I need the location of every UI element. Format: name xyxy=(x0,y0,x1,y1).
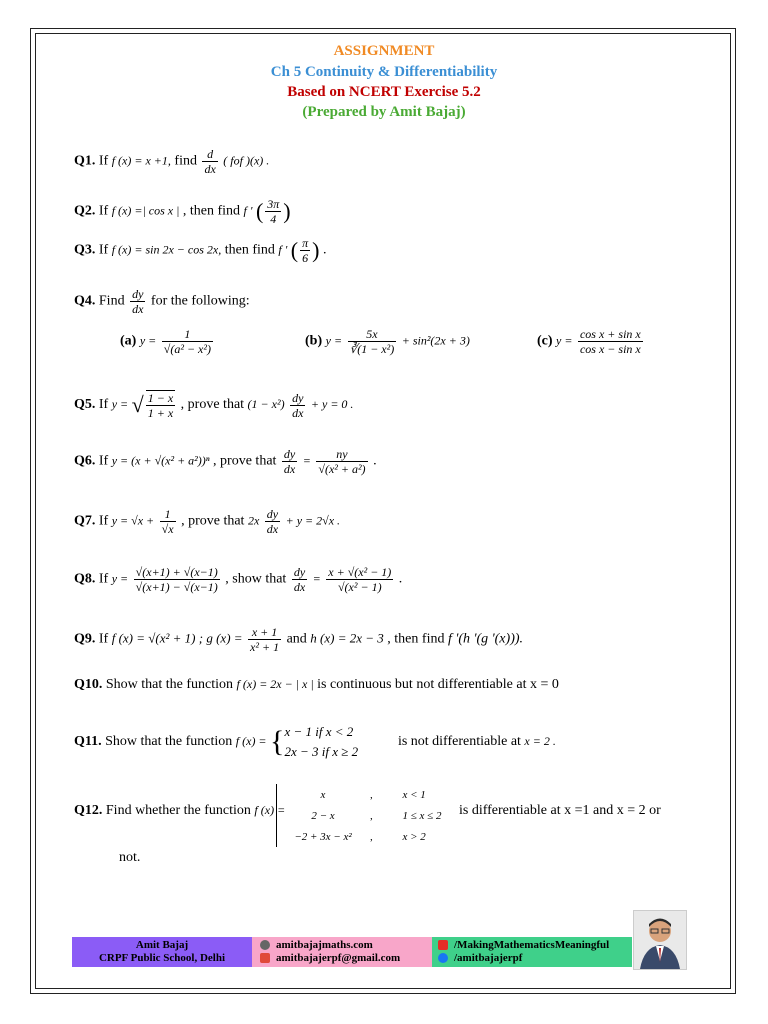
fraction xyxy=(162,327,213,356)
denominator: dx xyxy=(266,522,279,536)
math-expr: (1 − x²) xyxy=(247,397,285,412)
footer-author xyxy=(72,937,252,967)
math-expr: + y = 0 . xyxy=(310,397,354,412)
denominator: ∛(1 − x²) xyxy=(349,342,395,356)
question-4c xyxy=(537,327,645,356)
numerator: 1 − x xyxy=(147,391,174,405)
math-expr: y = (x + √(x² + a²))ⁿ xyxy=(111,453,210,468)
question-label: Q11. xyxy=(74,734,102,750)
math-expr: ( fof )(x) . xyxy=(223,153,270,168)
numerator: d xyxy=(202,147,217,162)
part-label: (c) xyxy=(537,333,553,349)
fraction xyxy=(292,565,307,594)
question-text: If xyxy=(98,153,109,169)
denominator: 1 + x xyxy=(147,406,174,420)
footer-social xyxy=(432,937,632,967)
fraction xyxy=(316,447,367,476)
question-text: If xyxy=(98,513,109,529)
question-label: Q8. xyxy=(74,571,96,587)
question-text: and xyxy=(286,631,307,647)
question-text: , then find xyxy=(182,203,241,219)
math-expr: + y = 2√x . xyxy=(285,513,341,528)
fraction xyxy=(160,507,176,536)
question-label: Q1. xyxy=(74,153,96,169)
numerator: dy xyxy=(283,447,296,461)
math-expr: f '(h '(g '(x))). xyxy=(447,631,524,647)
math-expr: f ' xyxy=(243,203,253,218)
author-school: CRPF Public School, Delhi xyxy=(98,952,226,964)
question-text: , prove that xyxy=(181,513,245,529)
website-link[interactable]: amitbajajmaths.com xyxy=(276,939,373,951)
math-expr: . xyxy=(373,453,377,469)
fraction xyxy=(202,147,217,176)
question-text: is differentiable at x =1 and x = 2 or xyxy=(459,803,661,818)
paren-close: ) xyxy=(283,198,291,224)
question-label: Q9. xyxy=(74,631,96,647)
question-text: , then find xyxy=(387,631,445,647)
math-expr: y = xyxy=(111,397,129,412)
denominator: dx xyxy=(293,580,306,594)
numerator: 1 xyxy=(160,507,176,522)
numerator: 1 xyxy=(162,327,213,342)
fraction xyxy=(282,447,297,476)
fraction xyxy=(134,565,220,594)
math-expr: f (x) =| cos x | xyxy=(111,203,180,218)
question-7 xyxy=(74,507,340,536)
question-12 xyxy=(74,803,285,819)
denominator: dx xyxy=(292,405,304,420)
numerator: ny xyxy=(316,447,367,462)
question-text: is not differentiable at xyxy=(397,734,521,750)
numerator: dy xyxy=(292,390,304,405)
question-text: If xyxy=(98,397,109,413)
math-expr: f (x) = sin 2x − cos 2x, xyxy=(111,242,222,257)
piecewise xyxy=(284,722,394,762)
question-label: Q4. xyxy=(74,293,96,309)
denominator: cos x − sin x xyxy=(579,342,641,356)
numerator: x + 1 xyxy=(248,625,281,640)
footer-contact xyxy=(252,937,432,967)
question-text: find xyxy=(174,153,197,169)
math-expr: = xyxy=(302,453,311,468)
question-text: , prove that xyxy=(213,453,277,469)
paren-close: ) xyxy=(312,237,320,263)
question-10 xyxy=(74,677,559,693)
question-2 xyxy=(74,197,291,226)
email-icon xyxy=(260,953,270,963)
question-label: Q3. xyxy=(74,242,96,258)
piece-cond: 1 ≤ x ≤ 2 xyxy=(402,809,442,822)
part-label: (a) xyxy=(120,333,137,349)
numerator: dy xyxy=(293,565,306,579)
question-label: Q7. xyxy=(74,513,96,529)
question-text: Show that the function xyxy=(105,677,234,692)
youtube-link[interactable]: /MakingMathematicsMeaningful xyxy=(454,939,610,951)
numerator: 3π xyxy=(267,197,280,211)
denominator: √(x+1) − √(x−1) xyxy=(135,580,218,594)
question-4b xyxy=(305,327,470,356)
assignment-title: ASSIGNMENT xyxy=(333,43,435,59)
math-expr: y = xyxy=(139,333,157,348)
question-4a xyxy=(120,327,215,356)
question-11 xyxy=(74,722,556,762)
math-expr: y = √x + xyxy=(111,513,155,528)
piece-sep: , xyxy=(370,809,373,822)
denominator: √(a² − x²) xyxy=(163,342,211,356)
math-expr: . xyxy=(398,571,403,587)
piece-sep: , xyxy=(370,830,373,843)
question-label: Q5. xyxy=(74,397,96,413)
math-expr: . xyxy=(322,242,327,258)
fraction xyxy=(265,507,280,536)
question-label: Q6. xyxy=(74,453,96,469)
fraction xyxy=(326,565,393,594)
numerator: dy xyxy=(266,507,279,521)
piece-expr: 2 − x xyxy=(311,809,335,822)
math-expr: h (x) = 2x − 3 xyxy=(310,630,384,646)
question-text: If xyxy=(98,631,109,647)
chapter-title: Ch 5 Continuity & Differentiability xyxy=(270,64,498,80)
denominator: 4 xyxy=(270,212,277,226)
email-link[interactable]: amitbajajerpf@gmail.com xyxy=(276,952,401,964)
piecewise-table xyxy=(276,784,442,847)
math-expr: f (x) = xyxy=(235,734,267,749)
question-text: not. xyxy=(119,850,141,865)
piece-sep: , xyxy=(370,788,373,801)
footer-banner xyxy=(72,937,632,967)
numerator: 5x xyxy=(348,327,397,342)
math-expr: f (x) = 2x − | x | xyxy=(236,677,314,691)
piece-expr: −2 + 3x − x² xyxy=(294,830,352,843)
question-text: , prove that xyxy=(180,397,245,413)
author-name: Amit Bajaj xyxy=(135,939,189,951)
author-line: (Prepared by Amit Bajaj) xyxy=(302,104,466,120)
question-12-piecewise xyxy=(276,784,442,847)
piece-expr: x xyxy=(320,788,326,801)
question-text: then find xyxy=(224,242,275,258)
youtube-icon xyxy=(438,940,448,950)
piece-row: 2x − 3 if x ≥ 2 xyxy=(284,744,359,759)
denominator: dx xyxy=(283,462,296,476)
math-expr: y = xyxy=(325,333,343,348)
question-text: If xyxy=(98,453,109,469)
numerator: x + √(x² − 1) xyxy=(328,565,392,579)
math-expr: + sin²(2x + 3) xyxy=(401,333,470,348)
question-4 xyxy=(74,287,250,316)
fraction xyxy=(348,327,397,356)
denominator: √x xyxy=(161,522,174,536)
question-text: Show that the function xyxy=(105,734,233,750)
math-expr: = xyxy=(312,571,321,586)
denominator: x² + 1 xyxy=(250,640,280,654)
fraction xyxy=(130,287,145,316)
denominator: 6 xyxy=(302,251,309,265)
question-3 xyxy=(74,236,326,265)
fraction xyxy=(265,197,281,226)
question-text: If xyxy=(98,203,109,219)
fraction xyxy=(290,391,305,420)
basis-line: Based on NCERT Exercise 5.2 xyxy=(287,84,481,100)
facebook-icon xyxy=(438,953,448,963)
piece-cond: x > 2 xyxy=(402,830,426,843)
math-expr: y = xyxy=(111,571,129,586)
question-12-tail xyxy=(459,803,661,819)
denominator: dx xyxy=(132,302,144,316)
question-label: Q10. xyxy=(74,677,103,692)
question-text: is continuous but not differentiable at x = 0 xyxy=(317,677,559,692)
question-text: If xyxy=(98,571,109,587)
author-photo xyxy=(633,910,687,970)
question-6 xyxy=(74,447,377,476)
math-expr: f (x) = x +1, xyxy=(111,153,171,168)
math-expr: f (x) = √(x² + 1) ; g (x) = xyxy=(111,630,243,646)
piece-row: x − 1 if x < 2 xyxy=(284,724,354,739)
paren-open: ( xyxy=(290,237,299,263)
question-text: , show that xyxy=(225,571,287,587)
question-text: Find whether the function xyxy=(105,803,251,818)
fraction xyxy=(578,327,643,356)
math-expr: f (x) = xyxy=(254,803,286,817)
globe-icon xyxy=(260,940,270,950)
piece-cond: x < 1 xyxy=(402,788,426,801)
denominator: dx xyxy=(204,162,216,176)
numerator: √(x+1) + √(x−1) xyxy=(135,565,218,579)
question-12-last xyxy=(119,850,140,866)
question-8 xyxy=(74,565,402,594)
question-5 xyxy=(74,390,353,420)
question-text: for the following: xyxy=(150,293,250,309)
sqrt-sign: √ xyxy=(131,392,144,417)
fraction xyxy=(300,236,310,265)
denominator: √(x² + a²) xyxy=(318,462,366,476)
math-expr: 2x xyxy=(247,513,260,528)
question-text: Find xyxy=(98,293,125,309)
question-1 xyxy=(74,147,269,176)
part-label: (b) xyxy=(305,333,323,349)
question-text: If xyxy=(98,242,109,258)
numerator: cos x + sin x xyxy=(579,327,641,341)
question-label: Q2. xyxy=(74,203,96,219)
math-expr: x = 2 . xyxy=(524,734,556,749)
fraction xyxy=(146,390,175,420)
numerator: dy xyxy=(132,287,144,301)
facebook-link[interactable]: /amitbajajerpf xyxy=(454,952,523,964)
question-label: Q12. xyxy=(74,803,103,818)
math-expr: f ' xyxy=(278,242,288,257)
fraction xyxy=(248,625,281,654)
brace: { xyxy=(270,725,285,758)
paren-open: ( xyxy=(255,198,264,224)
question-9 xyxy=(74,625,523,654)
math-expr: y = xyxy=(556,333,573,348)
numerator: π xyxy=(302,236,309,250)
denominator: √(x² − 1) xyxy=(337,580,382,594)
